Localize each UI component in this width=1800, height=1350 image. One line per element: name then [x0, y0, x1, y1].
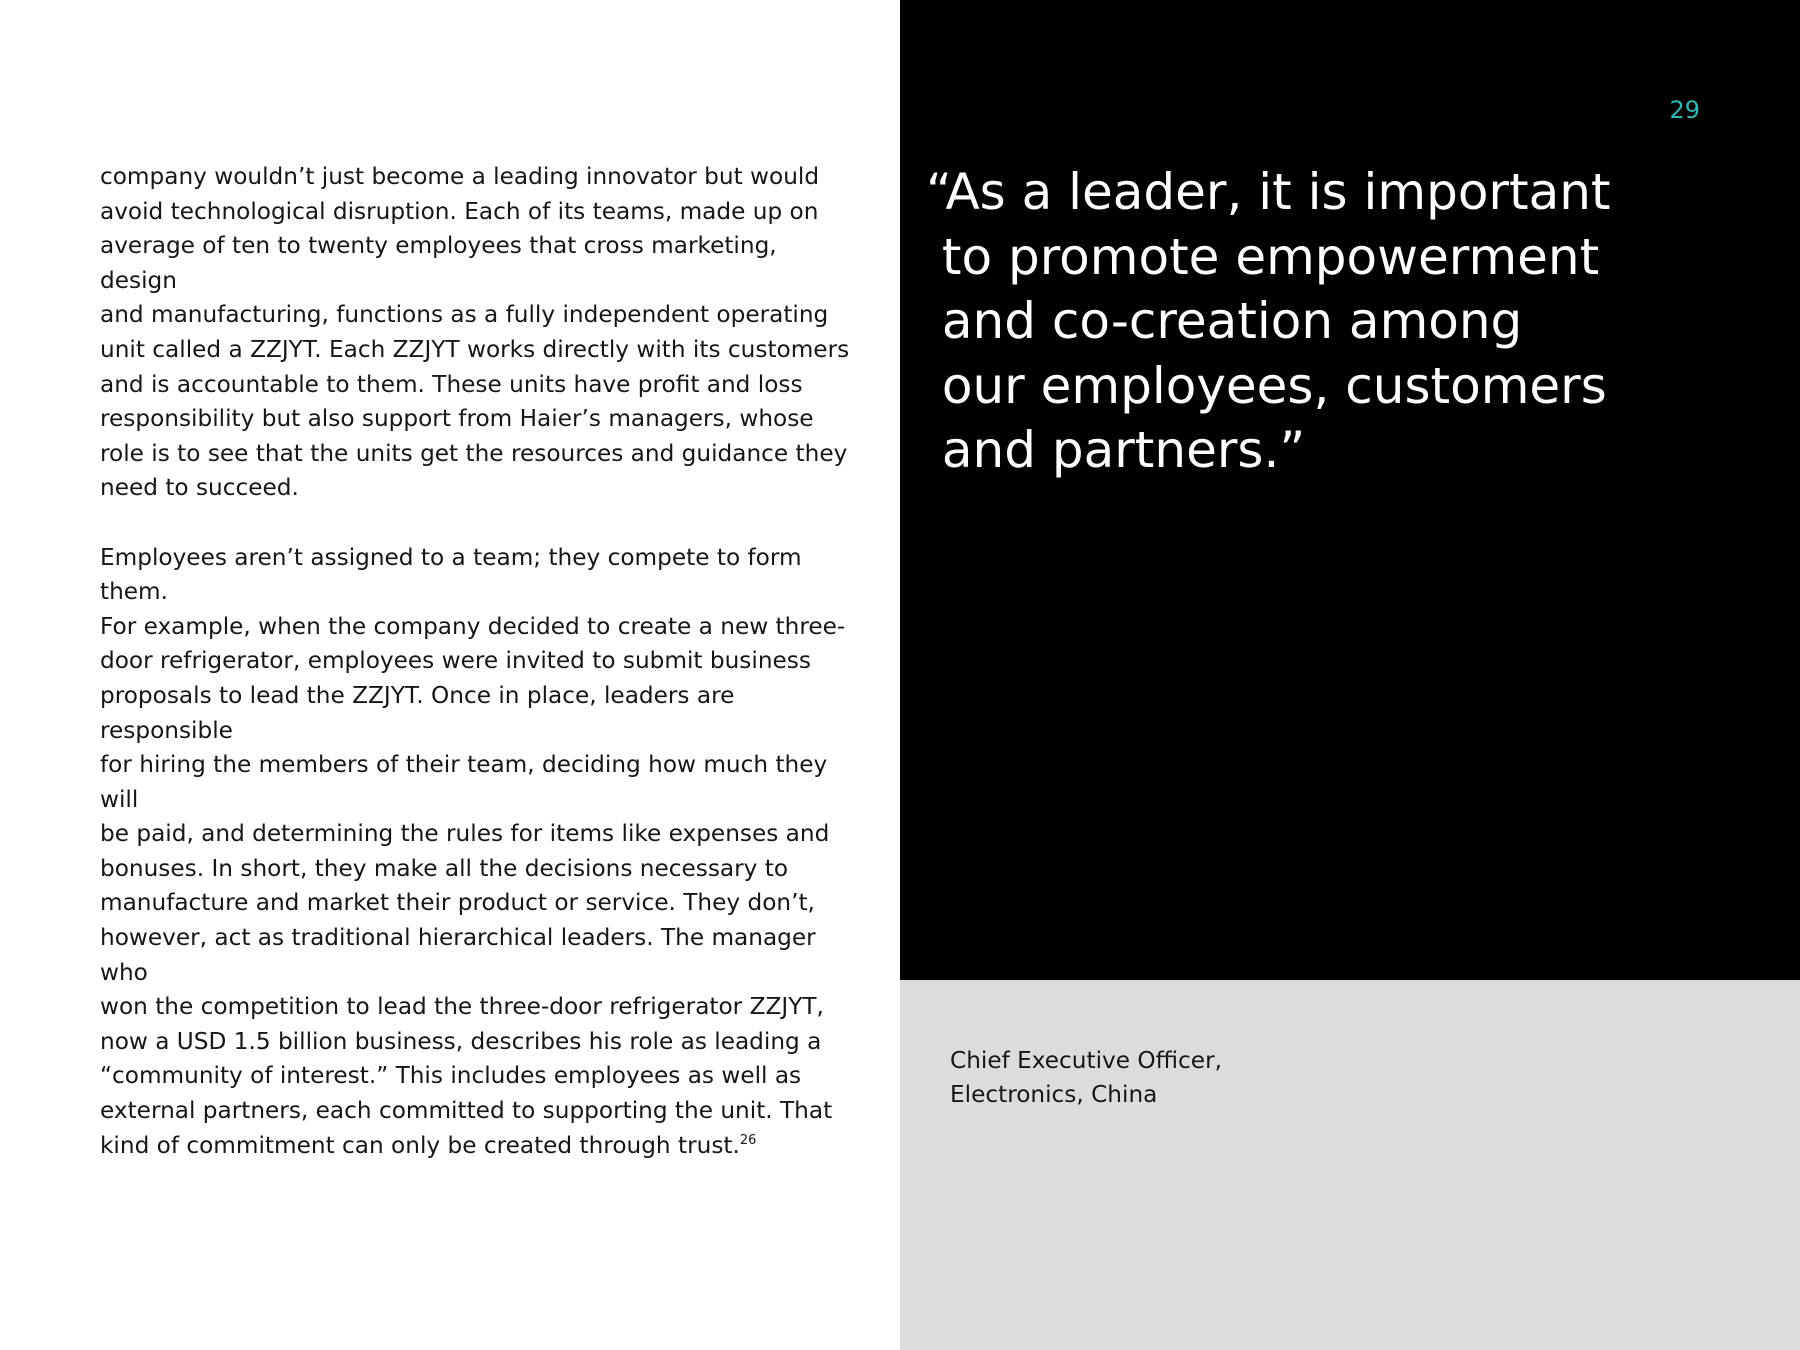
- body-text-column: [100, 160, 860, 1163]
- body-paragraph-1: company wouldn’t just become a leading innovator but would avoid technological disruption. Each of its teams, made up on average of ten to twenty employees that cross marketing, design and manufacturing, functions as a fully independent operating unit called a ZZJYT. Each ZZJYT works directly with its customers and is accountable to them. These units have profit and loss responsibility but also support from Haier’s managers, whose role is to see that the units get the resources and guidance they need to succeed.: [100, 163, 850, 502]
- pull-quote-text: “As a leader, it is important to promote empowerment and co-creation among our employees, customers and partners.”: [926, 163, 1611, 479]
- body-paragraph-2: [100, 541, 860, 1164]
- body-paragraph-2-text: Employees aren’t assigned to a team; they compete to form them. For example, when the company decided to create a new three- door refrigerator, employees were invited to submit business proposals to lead the ZZJYT. Once in place, leaders are responsible for hiring the members of their team, deciding how much they will be paid, and determining the rules for items like expenses and bonuses. In short, they make all the decisions necessary to manufacture and market their product or service. They don’t, however, act as traditional hierarchical leaders. The manager who won the competition to lead the three-door refrigerator ZZJYT, now a USD 1.5 billion business, describes his role as leading a “community of interest.” This includes employees as well as external partners, each committed to supporting the unit. That kind of commitment can only be created through trust.: [100, 543, 846, 1159]
- quote-attribution-panel: [900, 980, 1800, 1350]
- quote-attribution: Chief Executive Officer, Electronics, China: [950, 1047, 1222, 1108]
- page-number: 29: [1669, 96, 1700, 124]
- footnote-reference: 26: [739, 1132, 757, 1148]
- pull-quote-panel: [900, 0, 1800, 980]
